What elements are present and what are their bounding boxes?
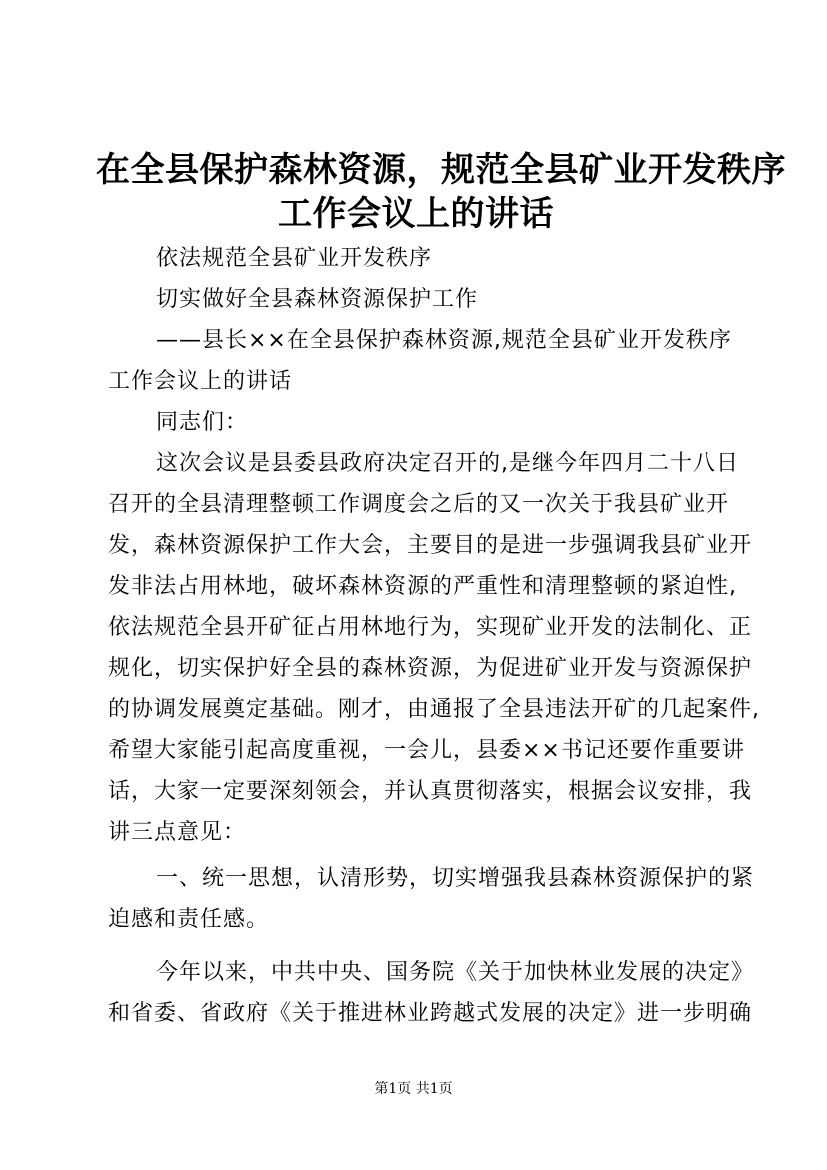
- paragraph-line: 的协调发展奠定基础。刚才，由通报了全县违法开矿的几起案件,: [108, 697, 760, 722]
- page-footer: 第1页 共1页: [374, 1081, 453, 1097]
- paragraph-line: 发非法占用林地，破坏森林资源的严重性和清理整顿的紧迫性,: [108, 574, 737, 599]
- paragraph-line: 召开的全县清理整顿工作调度会之后的又一次关于我县矿业开: [108, 492, 730, 517]
- document-title-line-1: 在全县保护森林资源，规范全县矿业开发秩序: [96, 150, 786, 190]
- byline-line-1: ——县长××在全县保护森林资源,规范全县矿业开发秩序: [156, 328, 732, 353]
- paragraph-line: 依法规范全县开矿征占用林地行为，实现矿业开发的法制化、正: [108, 615, 753, 640]
- paragraph-line: 话，大家一定要深刻领会，并认真贯彻落实，根据会议安排，我: [108, 779, 753, 804]
- paragraph-line: 希望大家能引起高度重视，一会儿，县委××书记还要作重要讲: [108, 738, 745, 763]
- paragraph-line: 今年以来，中共中央、国务院《关于加快林业发展的决定》: [156, 960, 755, 985]
- section-heading-line-1: 一、统一思想，认清形势，切实增强我县森林资源保护的紧: [156, 866, 755, 891]
- subtitle-line-1: 依法规范全县矿业开发秩序: [156, 246, 433, 271]
- salutation: 同志们：: [156, 410, 249, 435]
- document-title-line-2: 工作会议上的讲话: [278, 194, 554, 234]
- paragraph-line: 这次会议是县委县政府决定召开的,是继今年四月二十八日: [156, 451, 739, 476]
- paragraph-line: 规化，切实保护好全县的森林资源，为促进矿业开发与资源保护: [108, 656, 753, 681]
- paragraph-line: 和省委、省政府《关于推进林业跨越式发展的决定》进一步明确: [108, 1001, 753, 1026]
- paragraph-line: 发，森林资源保护工作大会，主要目的是进一步强调我县矿业开: [108, 533, 753, 558]
- subtitle-line-2: 切实做好全县森林资源保护工作: [156, 287, 479, 312]
- byline-line-2: 工作会议上的讲话: [108, 369, 293, 394]
- paragraph-line: 讲三点意见：: [108, 820, 247, 845]
- section-heading-line-2: 迫感和责任感。: [108, 907, 270, 932]
